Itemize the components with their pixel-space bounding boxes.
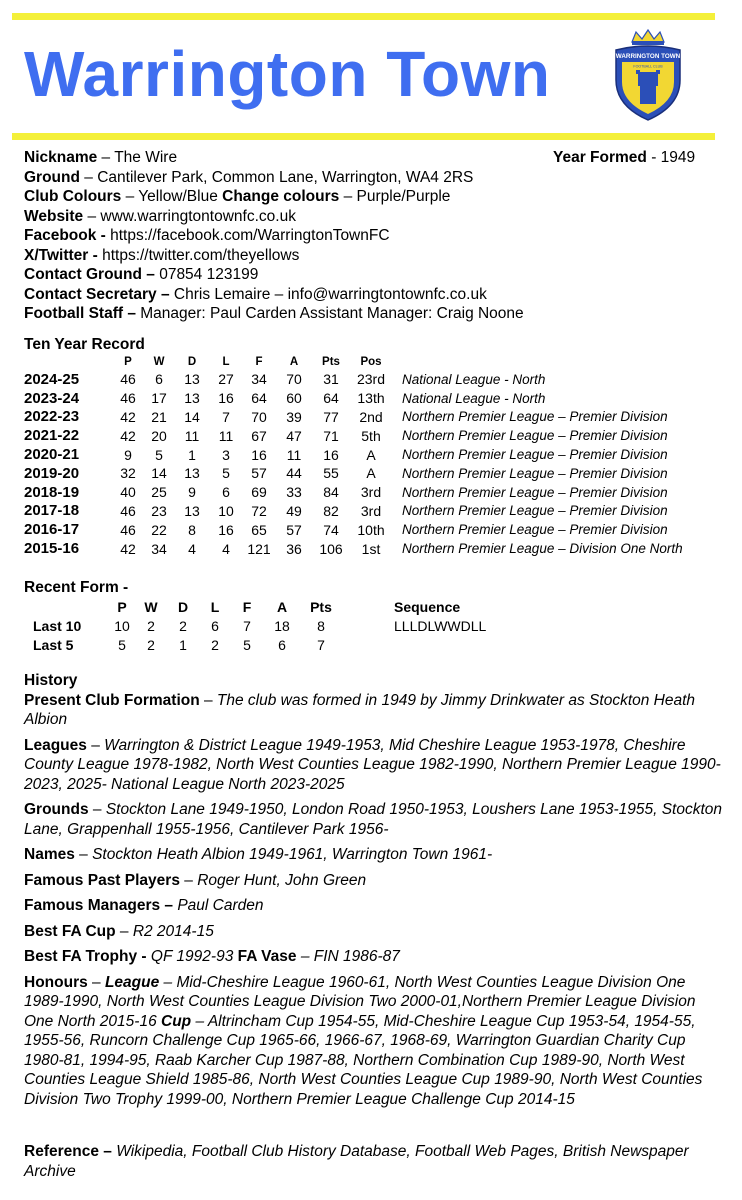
history-item-text: Roger Hunt, John Green <box>197 871 367 889</box>
stat-cell: 82 <box>323 502 339 519</box>
col-header: F <box>242 598 252 615</box>
stat-cell: 23 <box>151 502 167 519</box>
stat-cell: 77 <box>323 408 339 425</box>
season-cell: 2022-23 <box>24 408 80 426</box>
stat-cell: 71 <box>323 427 339 444</box>
stat-cell: 14 <box>151 465 167 482</box>
stat-cell: 33 <box>286 484 302 501</box>
stat-cell: 55 <box>323 465 339 482</box>
contact-secretary-row <box>24 285 714 305</box>
stat-cell: 10th <box>357 521 385 538</box>
league-cell: Northern Premier League – Premier Division <box>402 503 668 519</box>
league-cell: Northern Premier League – Premier Division <box>402 447 668 463</box>
stat-cell: 13 <box>184 502 200 519</box>
table-row <box>24 426 683 445</box>
stat-cell: 25 <box>151 484 167 501</box>
stat-cell: 42 <box>120 540 136 557</box>
table-row <box>24 370 683 389</box>
ground-row <box>24 168 714 188</box>
table-row <box>24 502 683 521</box>
stat-cell: 34 <box>151 540 167 557</box>
history-items <box>24 691 724 942</box>
crest-text: WARRINGTON TOWN <box>615 53 681 60</box>
history-title: History <box>24 672 78 689</box>
reference-text: Wikipedia, Football Club History Database, Football Web Pages, British Newspaper Archive <box>24 1143 689 1180</box>
season-cell: 2017-18 <box>24 502 80 520</box>
stat-cell: 5 <box>243 636 251 653</box>
history-item-label: Names <box>24 846 75 863</box>
col-header: P <box>124 356 132 368</box>
history-item: Grounds – Stockton Lane 1949-1950, London Road 1950-1953, Loushers Lane 1953-1955, Stockton Lane, Grappenhall 1955-1956, Cantilever Park 1956- <box>24 801 723 838</box>
history-item-label: Famous Past Players <box>24 871 180 889</box>
stat-cell: 31 <box>323 371 339 388</box>
change-colours-value: – Purple/Purple <box>339 188 451 205</box>
page-title: Warrington Town <box>24 38 551 110</box>
stat-cell: 13th <box>357 390 385 407</box>
stat-cell: 16 <box>218 521 234 538</box>
recent-form-header-row <box>24 597 534 616</box>
stat-cell: 11 <box>286 446 302 463</box>
form-label-cell: Last 10 <box>33 617 82 634</box>
col-header: L <box>222 356 230 368</box>
col-header: L <box>210 598 220 615</box>
col-header: D <box>187 356 197 368</box>
website-value: – www.warringtontownfc.co.uk <box>83 207 296 225</box>
season-cell: 2024-25 <box>24 370 80 388</box>
table-row <box>24 483 683 502</box>
history-item-text: The club was formed in 1949 by Jimmy Drinkwater as Stockton Heath Albion <box>24 691 696 728</box>
sequence-cell <box>394 635 534 654</box>
twitter-value: https://twitter.com/theyellows <box>97 246 300 264</box>
stat-cell: 72 <box>251 502 267 519</box>
table-row <box>24 445 683 464</box>
table-row <box>24 539 683 558</box>
stat-cell: 64 <box>323 390 339 407</box>
stat-cell: 5 <box>118 636 126 653</box>
league-cell: Northern Premier League – Premier Division <box>402 465 668 481</box>
history-item-text: Stockton Heath Albion 1949-1961, Warrington Town 1961- <box>92 846 493 863</box>
col-header: W <box>153 356 165 368</box>
stat-cell: 1 <box>188 446 196 463</box>
stat-cell: 46 <box>120 521 136 538</box>
football-staff-row <box>24 304 714 324</box>
facebook-label: Facebook - <box>24 227 106 244</box>
website-label: Website <box>24 207 84 225</box>
history-item-label: Best FA Cup <box>24 922 116 940</box>
col-header: Pts <box>310 598 332 615</box>
stat-cell: 57 <box>286 521 302 538</box>
season-cell: 2021-22 <box>24 427 80 445</box>
stat-cell: 70 <box>286 371 302 388</box>
stat-cell: 9 <box>188 484 196 501</box>
history-item <box>24 896 724 916</box>
contact-ground-row <box>24 265 714 285</box>
stat-cell: 5 <box>222 465 230 482</box>
stat-cell: 10 <box>114 617 130 634</box>
stat-cell: 6 <box>222 484 230 501</box>
history-item-text: R2 2014-15 <box>132 922 214 940</box>
history-item-label: Famous Managers – <box>24 897 174 914</box>
history-section <box>24 671 724 1115</box>
stat-cell: 18 <box>274 617 290 634</box>
season-cell: 2018-19 <box>24 483 80 501</box>
colours-value: – Yellow/Blue <box>121 188 223 205</box>
football-staff-value: Manager: Paul Carden Assistant Manager: Craig Noone <box>135 305 524 322</box>
contact-secretary-value: Chris Lemaire – info@warringtontownfc.co.uk <box>169 285 487 303</box>
contact-secretary-label: Contact Secretary – <box>24 285 170 303</box>
table-row <box>24 389 683 408</box>
stat-cell: 8 <box>317 617 325 634</box>
stat-cell: 7 <box>243 617 251 634</box>
stat-cell: 1 <box>179 636 187 653</box>
stat-cell: 3rd <box>360 484 382 501</box>
league-cell: Northern Premier League – Premier Division <box>402 484 668 500</box>
history-item: Leagues – Warrington & District League 1949-1953, Mid Cheshire League 1953-1978, Cheshire County League 1978-1982, North West Counties League 1982-1990, Northern Premier League 1990-2023, 2025- National League North 2023-2025 <box>24 736 721 793</box>
stat-cell: 49 <box>286 502 302 519</box>
stat-cell: 70 <box>251 408 267 425</box>
col-header: Pts <box>322 356 340 368</box>
ten-year-record-table <box>24 354 683 558</box>
table-row <box>24 635 534 654</box>
stat-cell: 34 <box>251 371 267 388</box>
stat-cell: 7 <box>317 636 325 653</box>
facebook-value: https://facebook.com/WarringtonTownFC <box>105 227 390 244</box>
stat-cell: 2 <box>147 636 155 653</box>
history-item-label: Leagues <box>24 736 87 754</box>
sequence-header: Sequence <box>394 598 461 615</box>
league-cell: Northern Premier League – Division One North <box>402 541 683 557</box>
year-formed <box>553 148 695 168</box>
stat-cell: 3rd <box>360 502 382 519</box>
league-cell: Northern Premier League – Premier Division <box>402 428 668 444</box>
history-item-text: Warrington & District League 1949-1953, Mid Cheshire League 1953-1978, Cheshire County League 1978-1982, North West Counties League 1982-1990, Northern Premier League 1990-2023, 2025- National League North 2023-2025 <box>24 736 721 793</box>
colours-row <box>24 187 714 207</box>
col-header: F <box>255 356 263 368</box>
table-row <box>24 616 534 635</box>
stat-cell: 16 <box>251 446 267 463</box>
stat-cell: 1st <box>361 540 381 557</box>
season-cell: 2016-17 <box>24 521 80 539</box>
ground-value: – Cantilever Park, Common Lane, Warrington, WA4 2RS <box>79 168 474 186</box>
form-label-cell: Last 5 <box>33 636 74 653</box>
stat-cell: 8 <box>188 521 196 538</box>
stat-cell: 13 <box>184 465 200 482</box>
stat-cell: 46 <box>120 502 136 519</box>
stat-cell: A <box>366 446 376 463</box>
stat-cell: 5 <box>155 446 163 463</box>
change-colours-label: Change colours <box>222 188 340 205</box>
stat-cell: 42 <box>120 427 136 444</box>
stat-cell: 6 <box>278 636 286 653</box>
stat-cell: 121 <box>247 540 271 557</box>
history-trophy: Best FA Trophy - QF 1992-93 FA Vase – FIN 1986-87 <box>24 948 400 965</box>
season-cell: 2015-16 <box>24 540 80 558</box>
crest-crown <box>632 30 664 45</box>
league-cell: National League - North <box>402 371 546 387</box>
history-item: Names – Stockton Heath Albion 1949-1961, Warrington Town 1961- <box>24 846 493 863</box>
recent-form-title: Recent Form - <box>24 579 129 596</box>
league-cell: National League - North <box>402 390 546 406</box>
stat-cell: 2 <box>147 617 155 634</box>
stat-cell: 14 <box>184 408 200 425</box>
stat-cell: 69 <box>251 484 267 501</box>
stat-cell: 17 <box>151 390 167 407</box>
year-formed-label: Year Formed <box>553 149 647 166</box>
stat-cell: 2nd <box>359 408 383 425</box>
history-item-label: Grounds <box>24 801 89 818</box>
stat-cell: 39 <box>286 408 302 425</box>
website-row <box>24 207 714 227</box>
stat-cell: 4 <box>188 540 196 557</box>
stat-cell: 64 <box>251 390 267 407</box>
history-item-label: Present Club Formation <box>24 691 200 709</box>
club-crest-logo <box>610 28 686 122</box>
stat-cell: 6 <box>211 617 219 634</box>
stat-cell: 27 <box>218 371 234 388</box>
stat-cell: 60 <box>286 390 302 407</box>
contact-ground-value: 07854 123199 <box>154 266 259 283</box>
reference-label: Reference – <box>24 1143 112 1160</box>
stat-cell: 21 <box>151 408 167 425</box>
stat-cell: 11 <box>218 427 234 444</box>
stat-cell: 23rd <box>356 371 386 388</box>
stat-cell: 65 <box>251 521 267 538</box>
reference <box>24 1142 724 1181</box>
recent-form-table <box>24 597 534 654</box>
stat-cell: 46 <box>120 390 136 407</box>
col-header: Pos <box>360 356 382 368</box>
season-cell: 2019-20 <box>24 464 80 482</box>
stat-cell: 13 <box>184 371 200 388</box>
nickname-label: Nickname <box>24 149 98 166</box>
col-header: A <box>276 598 288 615</box>
stat-cell: 40 <box>120 484 136 501</box>
col-header: W <box>144 598 158 615</box>
stat-cell: 16 <box>218 390 234 407</box>
stat-cell: 106 <box>319 540 343 557</box>
history-honours: Honours – League – Mid-Cheshire League 1960-61, North West Counties League Division One 1989-1990, North West Counties League Division Two 2000-01,Northern Premier League Division One North 2015-16 Cup – Altrincham Cup 1954-55, Mid-Cheshire League Cup 1953-54, 1954-55, 1955-56, Runcorn Challenge Cup 1965-66, 1966-67, 1968-69, Warrington Guardian Charity Cup 1980-81, 1994-95, Raab Karcher Cup 1987-88, Northern Combination Cup 1989-90, North West Counties League Shield 1985-86, North West Counties League Cup 1989-90, North West Counties Division Two Trophy 1999-00, Northern Premier League Challenge Cup 2014-15 <box>24 973 703 1108</box>
club-info <box>24 148 714 324</box>
colours-label: Club Colours <box>24 188 122 205</box>
stat-cell: 6 <box>155 371 163 388</box>
contact-ground-label: Contact Ground – <box>24 266 155 283</box>
stat-cell: 57 <box>251 465 267 482</box>
stat-cell: 74 <box>323 521 339 538</box>
year-formed-value: - 1949 <box>646 149 696 166</box>
ground-label: Ground <box>24 168 80 186</box>
stat-cell: 44 <box>286 465 302 482</box>
history-item: Present Club Formation – The club was formed in 1949 by Jimmy Drinkwater as Stockton Heath Albion <box>24 691 696 728</box>
stat-cell: 7 <box>222 408 230 425</box>
ten-year-header-row <box>24 354 683 370</box>
stat-cell: 46 <box>120 371 136 388</box>
season-cell: 2023-24 <box>24 389 80 407</box>
col-header: D <box>177 598 189 615</box>
stat-cell: 5th <box>361 427 381 444</box>
stat-cell: 2 <box>211 636 219 653</box>
stat-cell: 3 <box>222 446 230 463</box>
stat-cell: 84 <box>323 484 339 501</box>
ten-year-record-title: Ten Year Record <box>24 336 145 353</box>
crest-subtext: FOOTBALL CLUB <box>633 64 663 69</box>
stat-cell: 4 <box>222 540 230 557</box>
stat-cell: 32 <box>120 465 136 482</box>
stat-cell: 10 <box>218 502 234 519</box>
col-header: P <box>117 598 127 615</box>
col-header: A <box>289 356 299 368</box>
league-cell: Northern Premier League – Premier Division <box>402 409 668 425</box>
history-item: Best FA Cup – R2 2014-15 <box>24 922 214 940</box>
league-cell: Northern Premier League – Premier Division <box>402 522 668 538</box>
top-yellow-bar <box>12 13 715 20</box>
table-row <box>24 520 683 539</box>
stat-cell: 42 <box>120 408 136 425</box>
history-item: Famous Past Players – Roger Hunt, John Green <box>24 871 367 889</box>
stat-cell: 2 <box>179 617 187 634</box>
stat-cell: A <box>366 465 376 482</box>
football-staff-label: Football Staff – <box>24 305 136 322</box>
stat-cell: 67 <box>251 427 267 444</box>
stat-cell: 47 <box>286 427 302 444</box>
twitter-row <box>24 246 714 266</box>
table-row <box>24 464 683 483</box>
table-row <box>24 408 683 427</box>
history-item-text: Stockton Lane 1949-1950, London Road 1950-1953, Loushers Lane 1953-1955, Stockton Lane, Grappenhall 1955-1956, Cantilever Park 1956- <box>24 801 723 838</box>
stat-cell: 9 <box>124 446 132 463</box>
season-cell: 2020-21 <box>24 446 80 464</box>
sequence-cell: LLLDLWWDLL <box>394 617 487 634</box>
facebook-row <box>24 226 714 246</box>
nickname-value: – The Wire <box>97 149 178 166</box>
history-item-text: Paul Carden <box>177 897 264 914</box>
stat-cell: 36 <box>286 540 302 557</box>
stat-cell: 11 <box>184 427 200 444</box>
stat-cell: 16 <box>323 446 339 463</box>
stat-cell: 22 <box>151 521 167 538</box>
stat-cell: 20 <box>151 427 167 444</box>
twitter-label: X/Twitter - <box>24 246 98 264</box>
stat-cell: 13 <box>184 390 200 407</box>
bottom-yellow-bar <box>12 133 715 140</box>
